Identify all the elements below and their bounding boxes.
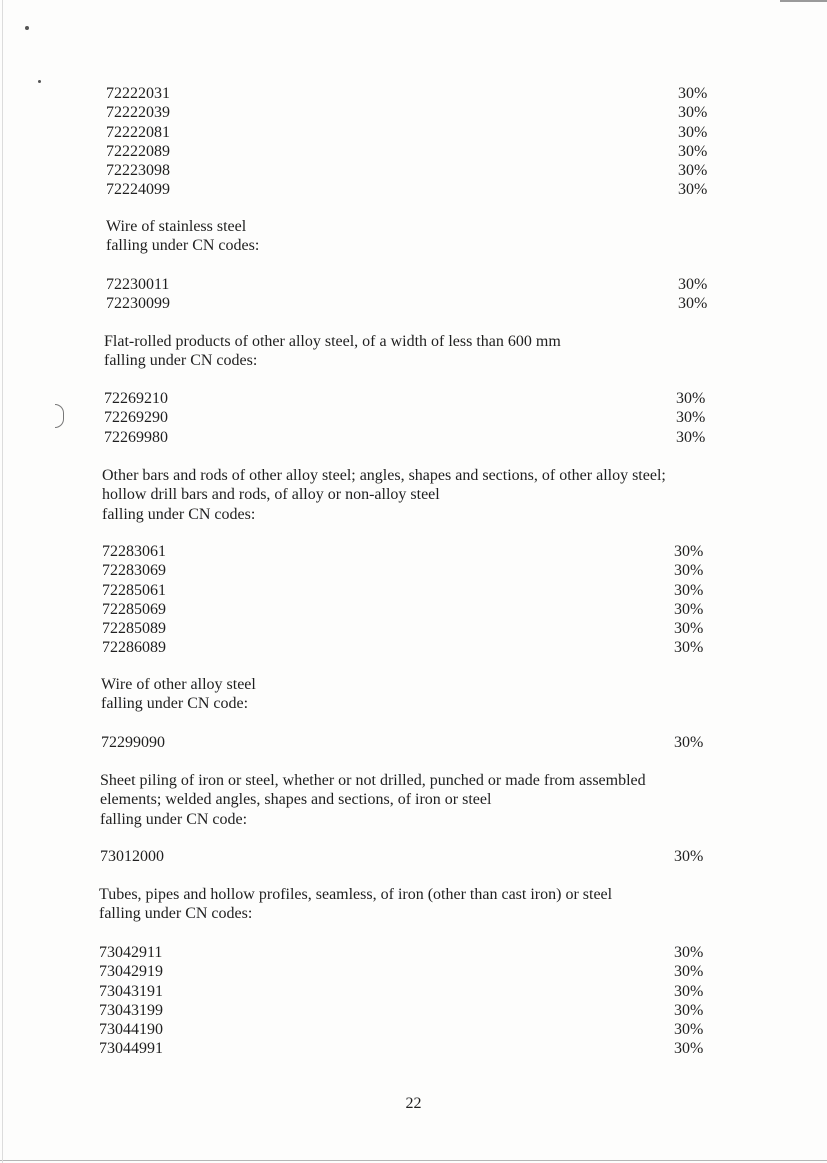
cn-code: 72230099	[106, 295, 170, 313]
table-row	[106, 275, 712, 294]
rate: 30%	[674, 1021, 704, 1039]
cn-code: 72285069	[102, 600, 166, 618]
section-7-heading	[99, 885, 612, 924]
cn-code: 73043199	[99, 1001, 163, 1019]
section-6-rows	[100, 847, 706, 866]
rate: 30%	[674, 543, 704, 560]
table-row	[102, 638, 708, 657]
rate: 30%	[674, 639, 704, 657]
rate: 30%	[674, 581, 704, 599]
table-row	[106, 84, 712, 103]
rate: 30%	[674, 963, 704, 981]
cn-code: 72223098	[106, 162, 170, 180]
scan-speck	[25, 26, 29, 30]
section-2-heading	[106, 217, 259, 256]
cn-code: 72222081	[106, 123, 170, 141]
section-heading-line: Sheet piling of iron or steel, whether or not drilled, punched or made from assembled	[100, 772, 646, 789]
table-row	[102, 619, 708, 638]
rate: 30%	[674, 1001, 704, 1019]
section-3-heading	[104, 332, 561, 371]
section-heading-line: falling under CN codes:	[102, 505, 256, 523]
cn-code: 72285061	[102, 581, 166, 599]
table-row	[102, 600, 708, 619]
table-row	[100, 847, 706, 866]
section-1	[106, 84, 712, 200]
cn-code: 72224099	[106, 181, 170, 199]
rate: 30%	[678, 85, 708, 102]
cn-code: 73042911	[99, 944, 163, 961]
cn-code: 72269290	[104, 409, 168, 427]
section-4-rows	[102, 542, 708, 658]
section-heading-line: falling under CN codes:	[104, 352, 258, 370]
table-row	[106, 180, 712, 199]
cn-code: 73043191	[99, 982, 163, 1000]
table-row	[102, 561, 708, 580]
table-row	[99, 982, 705, 1001]
section-heading-line: Wire of other alloy steel	[101, 676, 256, 693]
cn-code: 72299090	[101, 734, 165, 751]
table-row	[99, 1020, 705, 1039]
cn-code: 73012000	[100, 848, 164, 865]
rate: 30%	[674, 848, 704, 865]
cn-code: 72285089	[102, 620, 166, 638]
page-number: 22	[405, 1095, 422, 1112]
section-5-heading	[101, 675, 256, 714]
cn-code: 72222089	[106, 142, 170, 160]
rate: 30%	[678, 142, 708, 160]
cn-code: 72222039	[106, 104, 170, 122]
section-heading-line: falling under CN codes:	[99, 905, 253, 923]
section-heading-line: Wire of stainless steel	[106, 218, 247, 235]
cn-code: 72222031	[106, 85, 170, 102]
section-heading-line: falling under CN code:	[100, 810, 248, 828]
table-row	[106, 103, 712, 122]
section-heading-line: Flat-rolled products of other alloy steel, of a width of less than 600 mm	[104, 333, 561, 350]
cn-code: 72286089	[102, 639, 166, 657]
rate: 30%	[678, 181, 708, 199]
rate: 30%	[674, 620, 704, 638]
table-row	[106, 142, 712, 161]
rate: 30%	[678, 162, 708, 180]
rate: 30%	[676, 390, 706, 407]
section-heading-line: elements; welded angles, shapes and sections, of iron or steel	[100, 791, 492, 809]
rate: 30%	[676, 409, 706, 427]
section-3-rows	[104, 389, 710, 447]
rate: 30%	[678, 123, 708, 141]
rate: 30%	[674, 734, 704, 751]
cn-code: 73042919	[99, 963, 163, 981]
cn-code: 72283061	[102, 543, 166, 560]
scan-edge-top-right	[780, 0, 827, 2]
section-heading-line: hollow drill bars and rods, of alloy or non-alloy steel	[102, 486, 440, 504]
scan-edge-bottom	[0, 1160, 827, 1161]
table-row	[104, 428, 710, 447]
table-row	[99, 1039, 705, 1058]
section-heading-line: Other bars and rods of other alloy steel; angles, shapes and sections, of other alloy steel;	[102, 467, 666, 484]
section-2-rows	[106, 275, 712, 314]
cn-code: 73044190	[99, 1021, 163, 1039]
rate: 30%	[676, 428, 706, 446]
table-row	[99, 962, 705, 981]
rate: 30%	[674, 944, 704, 961]
table-row	[106, 294, 712, 313]
cn-code: 72230011	[106, 276, 170, 293]
section-6-heading	[100, 771, 646, 829]
rate: 30%	[674, 1040, 704, 1058]
punch-hole-mark	[55, 404, 64, 428]
table-row	[106, 161, 712, 180]
cn-code: 73044991	[99, 1040, 163, 1058]
cn-code: 72269210	[104, 390, 168, 407]
rate: 30%	[674, 982, 704, 1000]
table-row	[106, 123, 712, 142]
section-heading-line: Tubes, pipes and hollow profiles, seamless, of iron (other than cast iron) or steel	[99, 886, 613, 903]
section-heading-line: falling under CN codes:	[106, 237, 260, 255]
rate: 30%	[678, 104, 708, 122]
table-row	[102, 542, 708, 561]
section-7-rows	[99, 943, 705, 1059]
scan-speck	[38, 80, 41, 83]
section-4-heading	[102, 466, 666, 524]
table-row	[102, 581, 708, 600]
section-heading-line: falling under CN code:	[101, 695, 249, 713]
table-row	[104, 408, 710, 427]
rate: 30%	[674, 562, 704, 580]
cn-code: 72283069	[102, 562, 166, 580]
table-row	[99, 1001, 705, 1020]
table-row	[101, 733, 707, 752]
scan-edge-left	[2, 0, 3, 1163]
rate: 30%	[678, 295, 708, 313]
rate: 30%	[678, 276, 708, 293]
table-row	[104, 389, 710, 408]
rate: 30%	[674, 600, 704, 618]
section-5-rows	[101, 733, 707, 752]
cn-code: 72269980	[104, 428, 168, 446]
table-row	[99, 943, 705, 962]
